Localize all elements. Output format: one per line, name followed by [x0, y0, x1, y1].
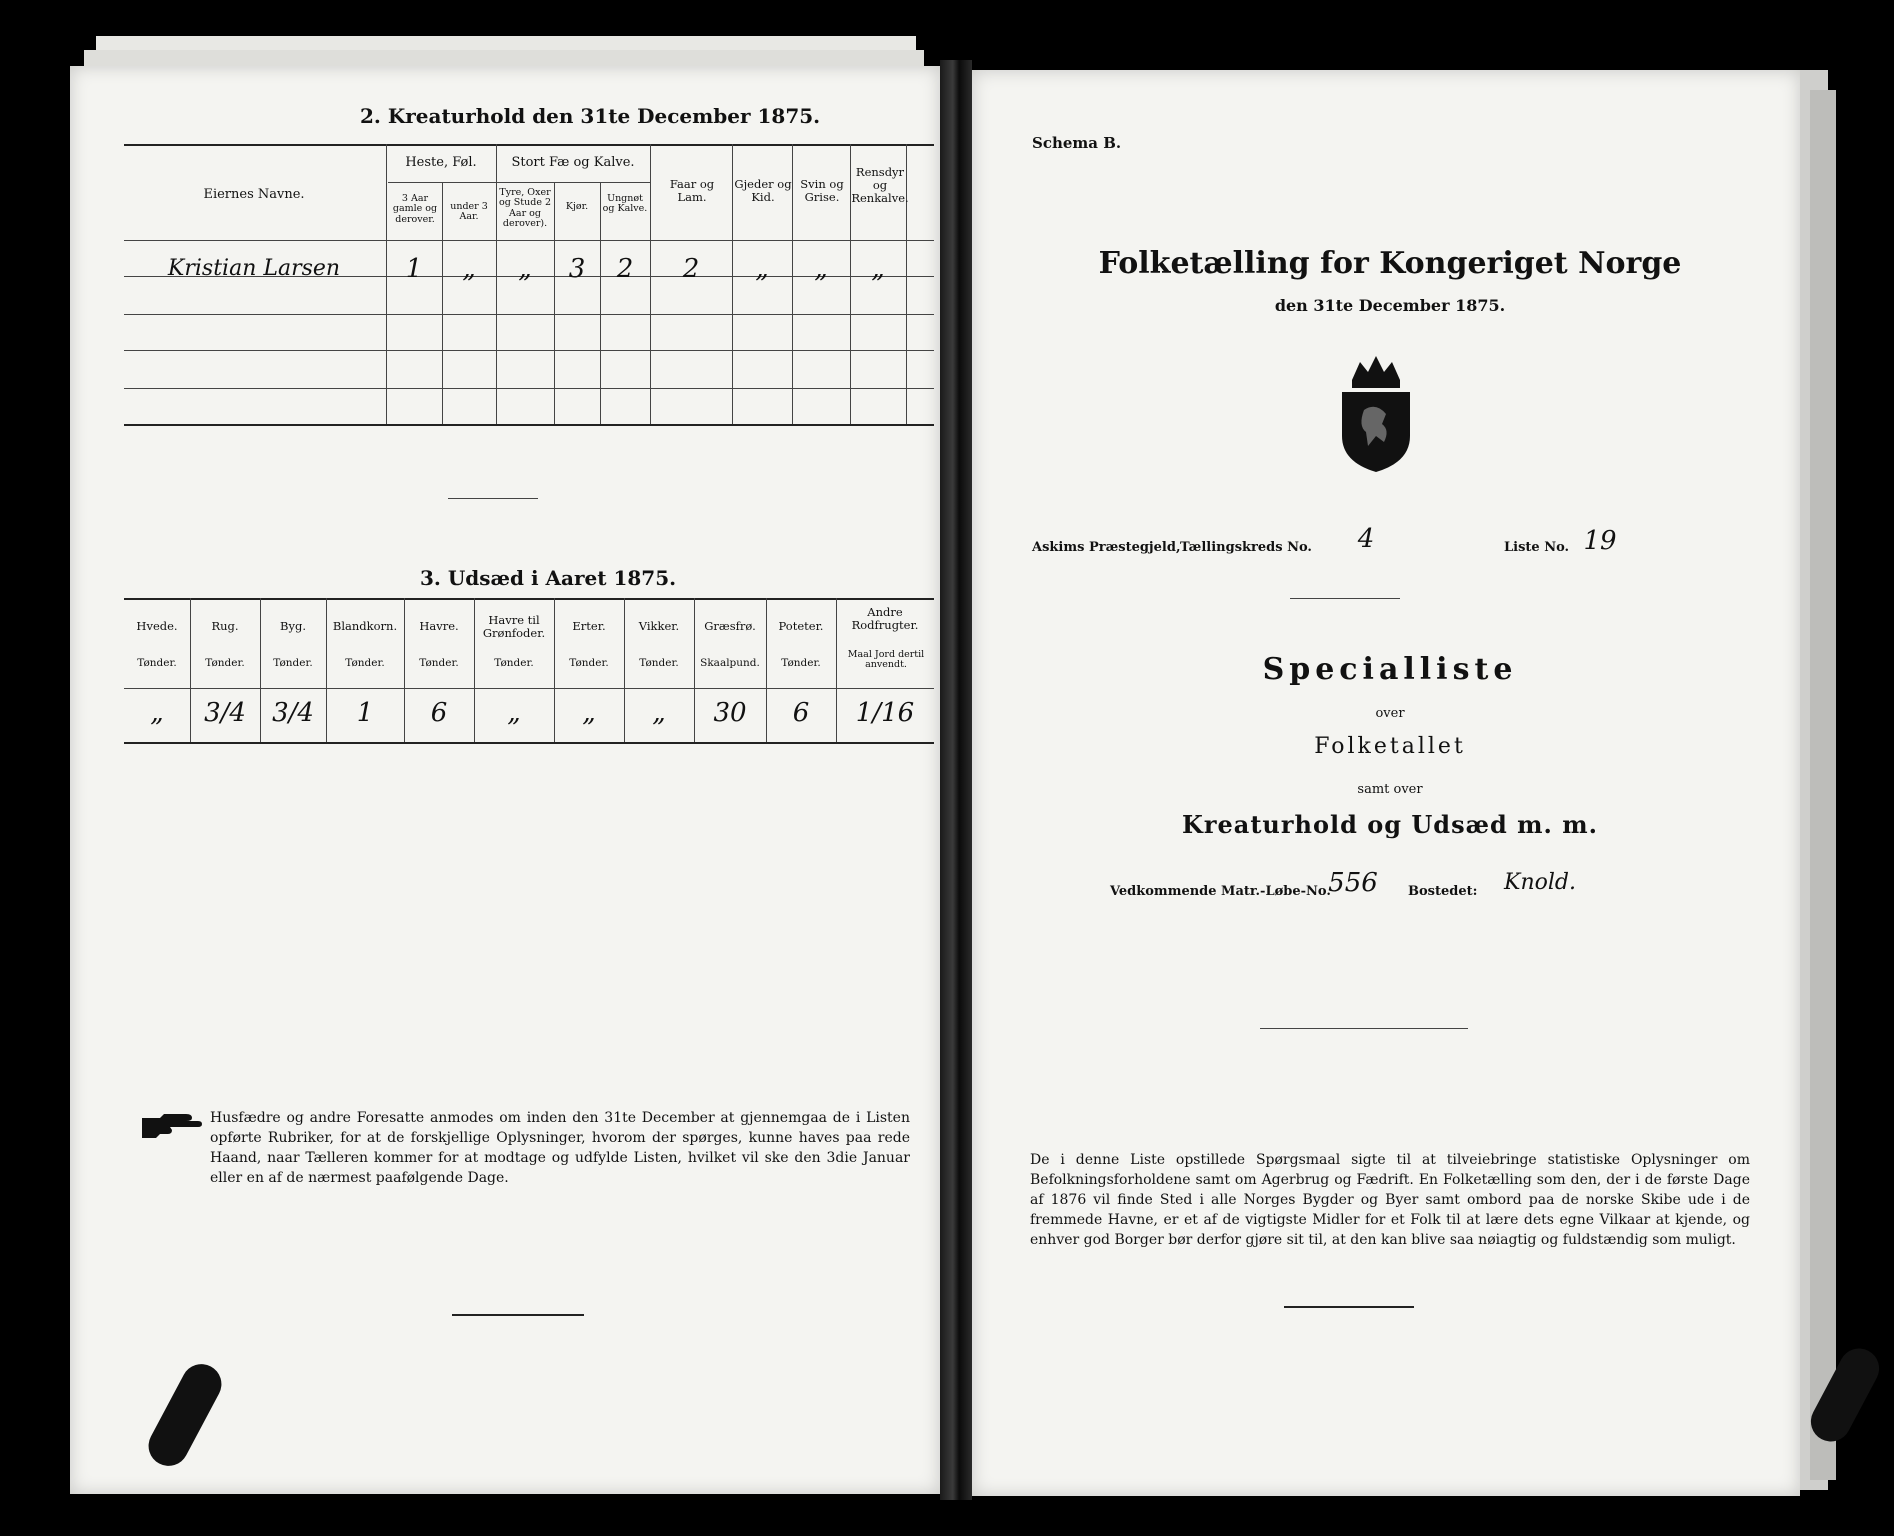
- folketallet-heading: Folketallet: [1314, 734, 1466, 759]
- owner-column-header: Eiernes Navne.: [203, 187, 305, 202]
- section3-title: 3. Udsæd i Aaret 1875.: [420, 566, 677, 590]
- census-date: den 31te December 1875.: [1274, 296, 1506, 315]
- census-title: Folketælling for Kongeriget Norge: [1098, 246, 1682, 281]
- seed-header: Hvede.: [136, 619, 178, 633]
- seed-unit: Tønder.: [205, 657, 245, 669]
- bosted-value: Knold.: [1504, 870, 1576, 895]
- matr-value: 556: [1328, 868, 1378, 898]
- seed-value: „: [150, 698, 164, 728]
- rensdyr-header: Rensdyr og Renkalve.: [851, 165, 909, 206]
- seed-header: Græsfrø.: [704, 619, 756, 633]
- seed-value: 1/16: [855, 698, 915, 728]
- sub-header-ungnot: Ungnøt og Kalve.: [602, 193, 648, 215]
- livestock-value: „: [871, 254, 885, 284]
- stort-group-header: Stort Fæ og Kalve.: [511, 155, 635, 170]
- seed-header: Havre til Grønfoder.: [482, 613, 546, 641]
- seed-table: [124, 598, 934, 744]
- specialliste-heading: Specialliste: [1262, 652, 1518, 687]
- page-stack-edge: [96, 36, 916, 50]
- seed-value: „: [507, 698, 521, 728]
- book-gutter: [940, 60, 972, 1500]
- matr-label: Vedkommende Matr.-Løbe-No.: [1110, 884, 1331, 899]
- seed-value: 6: [792, 698, 810, 728]
- sub-header-kjer: Kjør.: [565, 201, 589, 212]
- sub-header-3aar: 3 Aar gamle og derover.: [392, 193, 438, 225]
- seed-unit: Tønder.: [569, 657, 609, 669]
- seed-value: 6: [430, 698, 448, 728]
- divider: [1290, 598, 1400, 599]
- livestock-value: „: [518, 254, 532, 284]
- seed-header: Andre Rodfrugter.: [851, 605, 919, 633]
- heste-group-header: Heste, Føl.: [405, 155, 477, 170]
- section2-title: 2. Kreaturhold den 31te December 1875.: [360, 104, 821, 128]
- seed-header: Poteter.: [778, 619, 824, 633]
- seed-header: Rug.: [211, 619, 239, 633]
- krets-label: Tællingskreds No.: [1180, 540, 1312, 555]
- livestock-value: „: [814, 254, 828, 284]
- owner-name: Kristian Larsen: [167, 256, 341, 281]
- liste-value: 19: [1583, 526, 1617, 556]
- divider: [1284, 1306, 1414, 1308]
- seed-value: 1: [356, 698, 374, 728]
- kreaturhold-heading: Kreaturhold og Udsæd m. m.: [1182, 810, 1598, 839]
- seed-unit: Skaalpund.: [700, 657, 760, 669]
- seed-unit: Tønder.: [494, 657, 534, 669]
- bosted-label: Bostedet:: [1408, 884, 1478, 899]
- divider: [452, 1314, 584, 1316]
- livestock-value: 1: [405, 254, 423, 284]
- seed-value: 30: [713, 698, 747, 728]
- seed-unit: Maal Jord dertil anvendt.: [847, 649, 925, 671]
- seed-unit: Tønder.: [781, 657, 821, 669]
- svin-header: Svin og Grise.: [800, 177, 844, 205]
- livestock-value: „: [755, 254, 769, 284]
- norway-coat-of-arms-icon: [1330, 350, 1422, 474]
- krets-value: 4: [1357, 524, 1375, 554]
- seed-header: Vikker.: [638, 619, 680, 633]
- livestock-value: 2: [682, 254, 700, 284]
- over-label: over: [1375, 706, 1405, 721]
- seed-header: Erter.: [572, 619, 606, 633]
- seed-value: „: [652, 698, 666, 728]
- livestock-value: 3: [568, 254, 586, 284]
- faar-header: Faar og Lam.: [669, 177, 715, 205]
- seed-header: Byg.: [280, 619, 306, 633]
- seed-unit: Tønder.: [137, 657, 177, 669]
- seed-unit: Tønder.: [639, 657, 679, 669]
- divider: [1260, 1028, 1468, 1029]
- page-stack-edge: [84, 50, 924, 66]
- seed-value: „: [582, 698, 596, 728]
- page-stack-edge: [1810, 90, 1836, 1480]
- seed-value: 3/4: [204, 698, 246, 728]
- livestock-value: „: [462, 254, 476, 284]
- seed-header: Havre.: [419, 619, 459, 633]
- seed-header: Blandkorn.: [332, 619, 398, 633]
- sub-header-under3: under 3 Aar.: [450, 201, 488, 223]
- samt-over-label: samt over: [1357, 782, 1423, 797]
- seed-unit: Tønder.: [419, 657, 459, 669]
- livestock-value: 2: [616, 254, 634, 284]
- pointing-hand-icon: [140, 1112, 202, 1140]
- seed-unit: Tønder.: [345, 657, 385, 669]
- seed-value: 3/4: [272, 698, 314, 728]
- notice-text: Husfædre og andre Foresatte anmodes om inden den 31te December at gjennemgaa de i Listen opførte Rubriker, for at de forskjellige Oplysninger, hvorom der spørges, kunne haves paa rede Haand, naar Tælleren kommer for at modtage og udfylde Listen, hvilket vil ske den 3die Januar eller en af de nærmest paafølgende Dage.: [210, 1110, 910, 1186]
- schema-label: Schema B.: [1032, 134, 1122, 152]
- sub-header-tyre: Tyre, Oxer og Stude 2 Aar og derover).: [498, 187, 552, 230]
- gjeder-header: Gjeder og Kid.: [734, 177, 792, 205]
- prestegjeld-label: Askims Præstegjeld,: [1032, 540, 1181, 555]
- seed-unit: Tønder.: [273, 657, 313, 669]
- footer-paragraph: De i denne Liste opstillede Spørgsmaal sigte til at tilveiebringe statistiske Oplysninger om Befolkningsforholdene samt om Agerbrug og Fædrift. En Folketælling som den, der i de første Dage af 1876 vil finde Sted i alle Norges Bygder og Byer samt ombord paa de norske Skibe ude i de fremmede Havne, er et af de vigtigste Midler for et Folk til at lære dets egne Vilkaar at kjende, og enhver god Borger bør derfor gjøre sit til, at den kan blive saa nøiagtig og fuldstændig som muligt.: [1030, 1152, 1750, 1248]
- liste-label: Liste No.: [1504, 540, 1570, 555]
- livestock-table: [124, 144, 934, 426]
- divider: [448, 498, 538, 499]
